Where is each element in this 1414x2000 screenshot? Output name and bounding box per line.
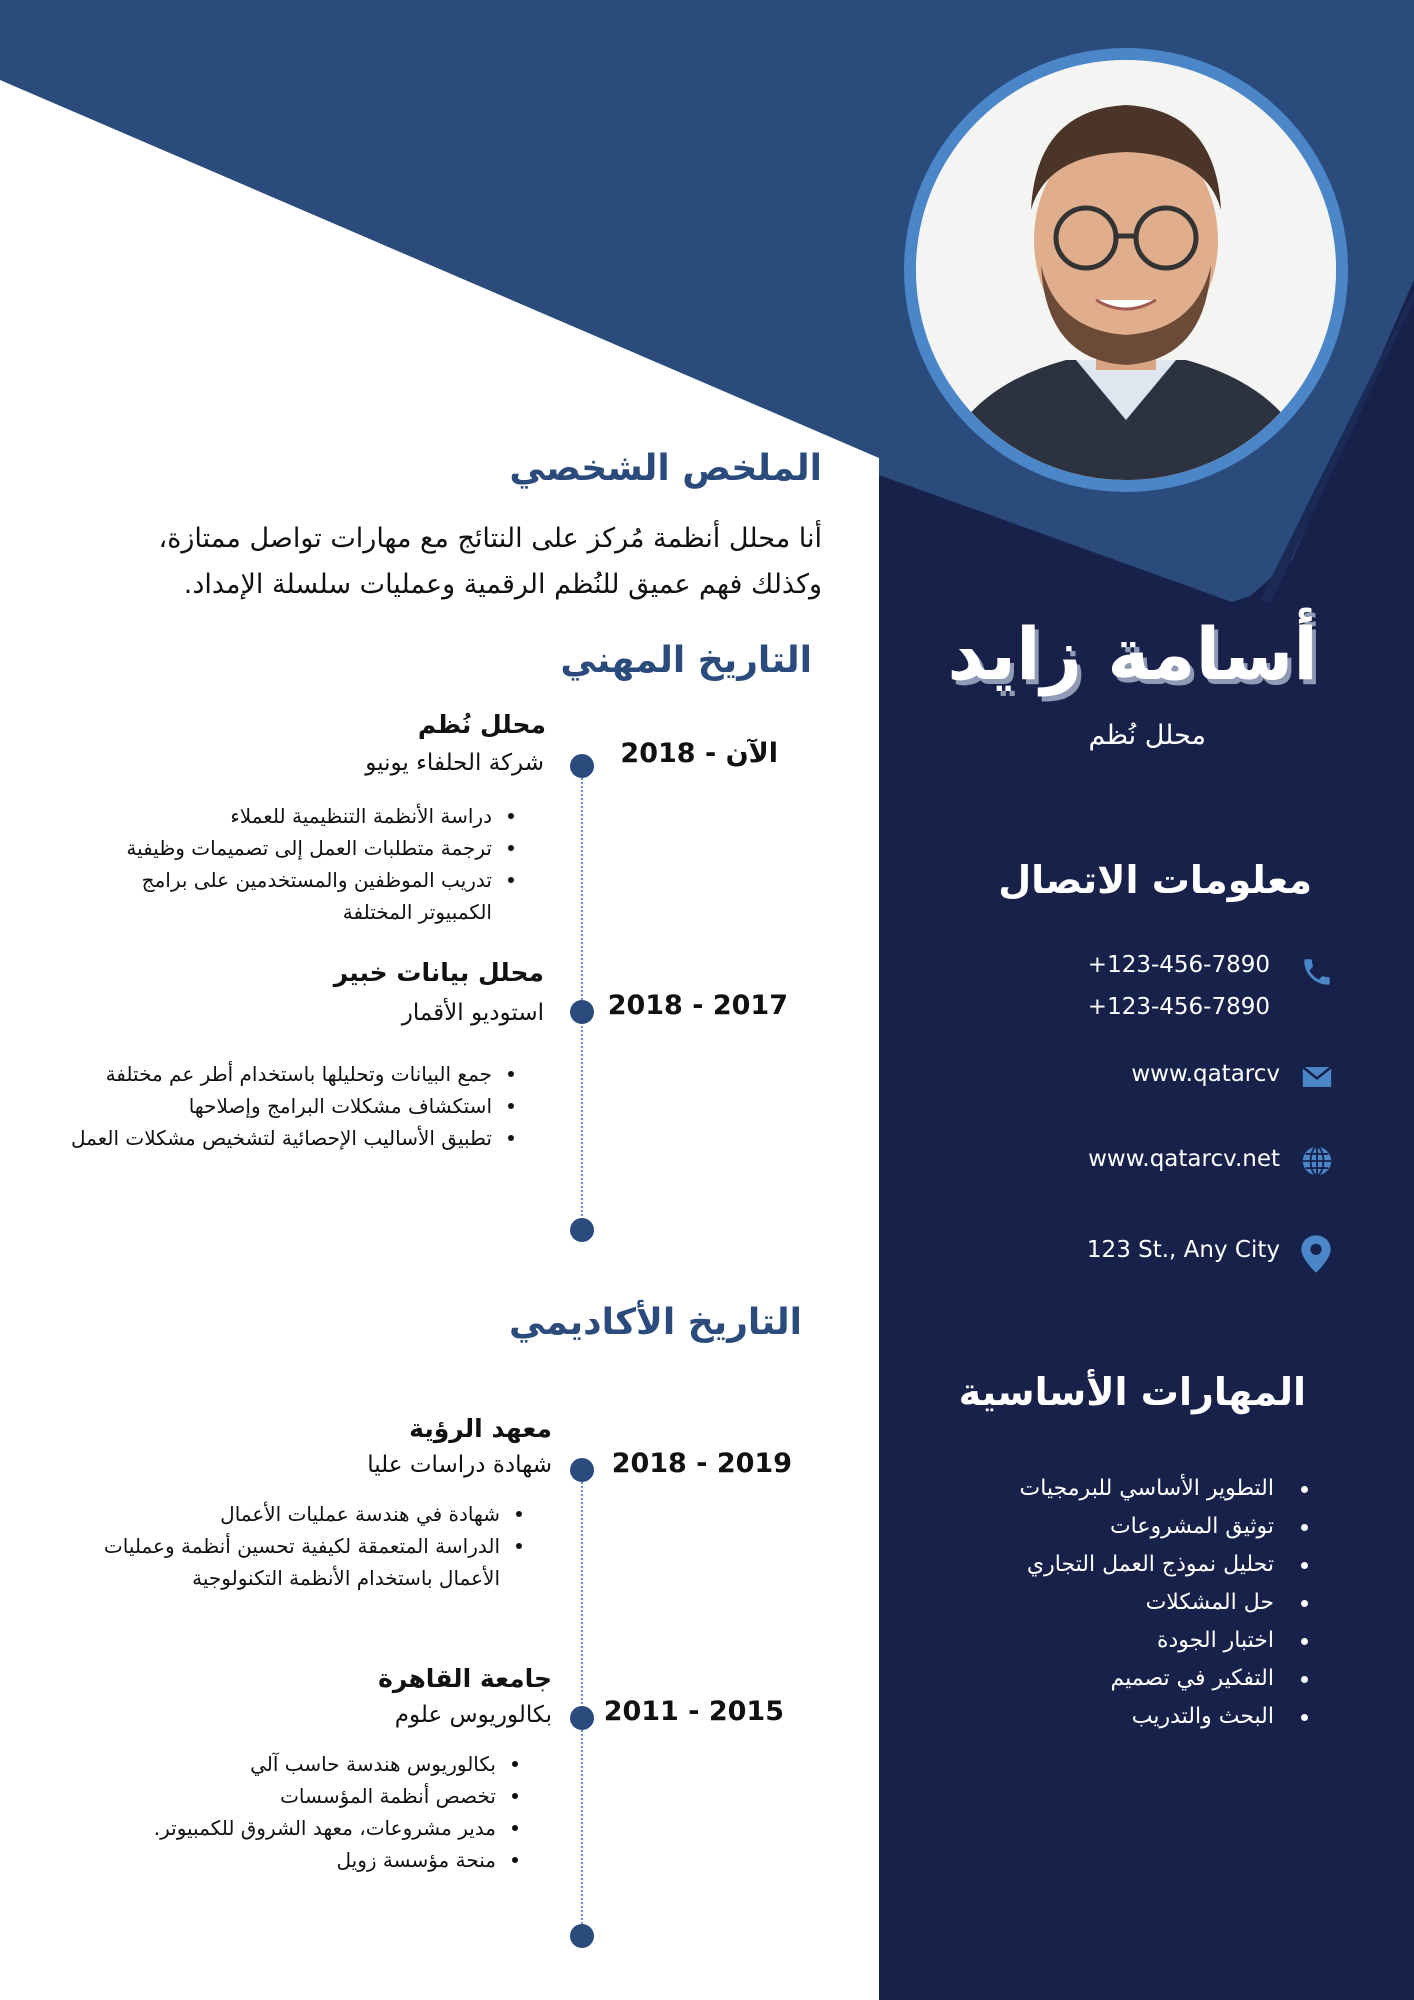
- education-degree: شهادة دراسات عليا: [367, 1452, 552, 1478]
- skill-item: حل المشكلات: [888, 1584, 1308, 1622]
- website-text[interactable]: www.qatarcv.net: [1088, 1146, 1280, 1172]
- experience-company: استوديو الأقمار: [401, 1000, 544, 1026]
- list-item: شهادة في هندسة عمليات الأعمال: [82, 1498, 522, 1530]
- skill-item: التطوير الأساسي للبرمجيات: [888, 1470, 1308, 1508]
- contact-heading: معلومات الاتصال: [998, 858, 1312, 902]
- phone-icon: [1300, 955, 1334, 989]
- education-bullets: [82, 1498, 522, 1594]
- summary-text: أنا محلل أنظمة مُركز على النتائج مع مهارات تواصل ممتازة، وكذلك فهم عميق للنُظم الرقمية وعمليات سلسلة الإمداد.: [158, 523, 822, 600]
- list-item: تطبيق الأساليب الإحصائية لتشخيص مشكلات العمل: [54, 1122, 514, 1154]
- experience-bullets: [94, 800, 514, 928]
- experience-timeline: [581, 766, 583, 1232]
- list-item: الدراسة المتعمقة لكيفية تحسين أنظمة وعمليات الأعمال باستخدام الأنظمة التكنولوجية: [82, 1530, 522, 1594]
- profile-photo: [916, 60, 1336, 480]
- list-item: جمع البيانات وتحليلها باستخدام أطر عم مختلفة: [54, 1058, 514, 1090]
- skill-item: البحث والتدريب: [888, 1698, 1308, 1736]
- education-period: 2018 - 2019: [611, 1448, 792, 1479]
- skill-item: توثيق المشروعات: [888, 1508, 1308, 1546]
- experience-period: الآن - 2018: [620, 738, 778, 769]
- email-icon: [1300, 1060, 1334, 1094]
- summary-heading: الملخص الشخصي: [509, 448, 822, 489]
- globe-icon: [1300, 1144, 1334, 1178]
- education-degree: بكالوريوس علوم: [394, 1702, 552, 1728]
- timeline-dot: [570, 1458, 594, 1482]
- education-heading: التاريخ الأكاديمي: [509, 1302, 802, 1343]
- list-item: تدريب الموظفين والمستخدمين على برامج الكمبيوتر المختلفة: [94, 864, 514, 928]
- list-item: بكالوريوس هندسة حاسب آلي: [78, 1748, 518, 1780]
- skill-item: اختبار الجودة: [888, 1622, 1308, 1660]
- list-item: تخصص أنظمة المؤسسات: [78, 1780, 518, 1812]
- timeline-dot: [570, 1924, 594, 1948]
- list-item: مدير مشروعات، معهد الشروق للكمبيوتر.: [78, 1812, 518, 1844]
- timeline-dot: [570, 1706, 594, 1730]
- experience-role: محلل بيانات خبير: [333, 958, 544, 987]
- skills-list: [888, 1470, 1308, 1736]
- timeline-dot: [570, 1218, 594, 1242]
- experience-bullets: [54, 1058, 514, 1154]
- list-item: منحة مؤسسة زويل: [78, 1844, 518, 1876]
- candidate-title: محلل نُظم: [1088, 720, 1206, 751]
- location-pin-icon: [1300, 1234, 1332, 1274]
- skill-item: تحليل نموذج العمل التجاري: [888, 1546, 1308, 1584]
- list-item: ترجمة متطلبات العمل إلى تصميمات وظيفية: [94, 832, 514, 864]
- experience-heading: التاريخ المهني: [560, 640, 812, 681]
- education-period: 2011 - 2015: [603, 1696, 784, 1727]
- phone-number-1: +123-456-7890: [1087, 952, 1270, 978]
- education-bullets: [78, 1748, 518, 1876]
- skill-item: التفكير في تصميم: [888, 1660, 1308, 1698]
- experience-role: محلل نُظم: [417, 710, 546, 739]
- list-item: استكشاف مشكلات البرامج وإصلاحها: [54, 1090, 514, 1122]
- address-text: 123 St., Any City: [1086, 1237, 1280, 1263]
- list-item: دراسة الأنظمة التنظيمية للعملاء: [94, 800, 514, 832]
- phone-number-2: +123-456-7890: [1087, 994, 1270, 1020]
- email-text[interactable]: www.qatarcv: [1131, 1061, 1280, 1087]
- experience-company: شركة الحلفاء يونيو: [365, 750, 544, 776]
- education-school: جامعة القاهرة: [378, 1664, 552, 1693]
- timeline-dot: [570, 1000, 594, 1024]
- education-school: معهد الرؤية: [409, 1414, 552, 1443]
- experience-period: 2018 - 2017: [607, 990, 788, 1021]
- skills-heading: المهارات الأساسية: [958, 1370, 1306, 1414]
- timeline-dot: [570, 754, 594, 778]
- candidate-name: أسامة زايد: [947, 612, 1318, 696]
- education-timeline: [581, 1470, 583, 1936]
